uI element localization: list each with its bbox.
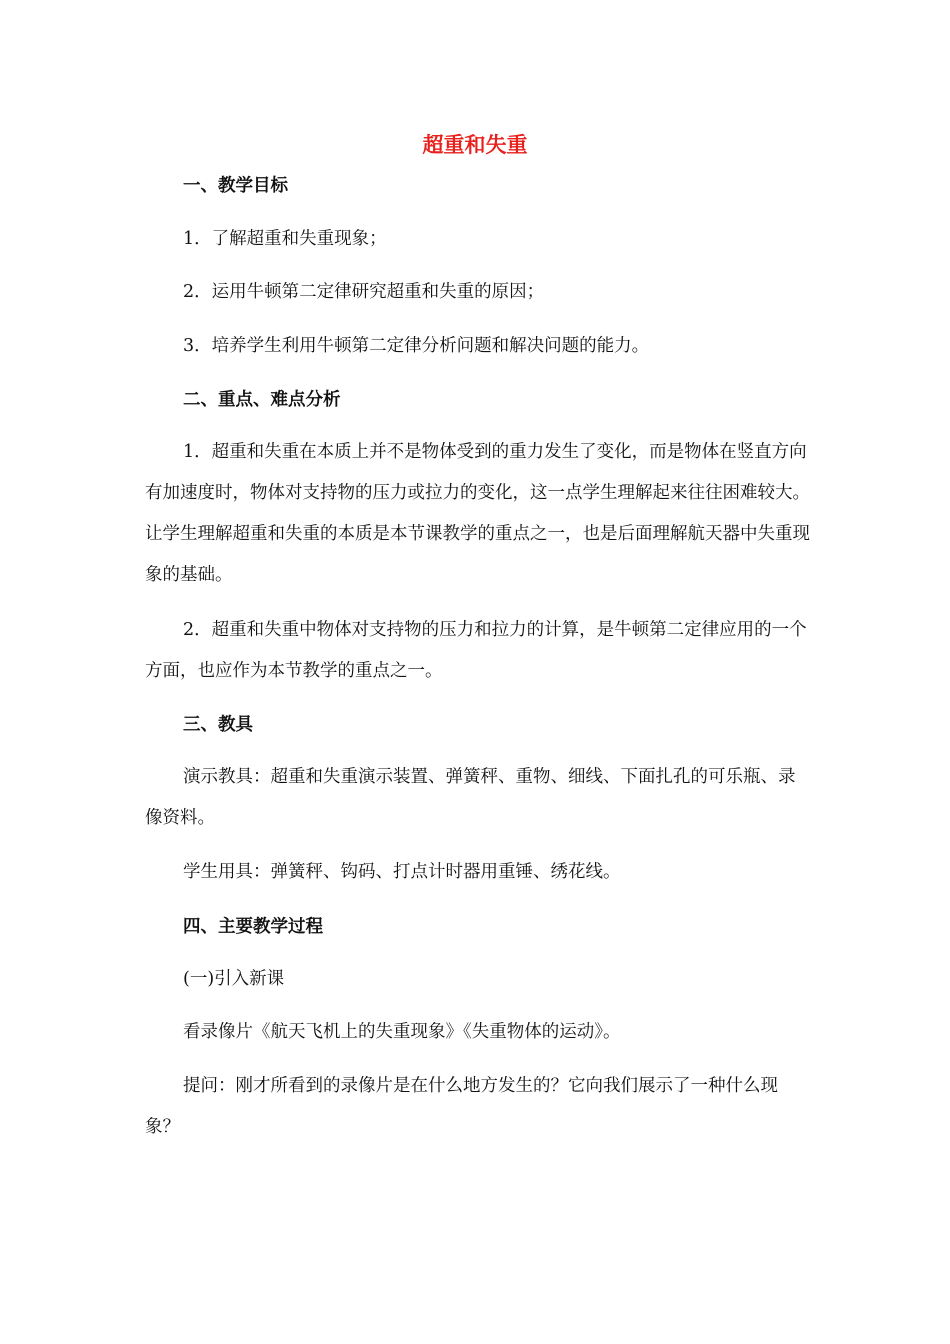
process-subheading-intro: (一)引入新课 xyxy=(183,969,285,989)
objective-item-3: 3．培养学生利用牛顿第二定律分析问题和解决问题的能力。 xyxy=(183,336,650,356)
objective-item-2: 2．运用牛顿第二定律研究超重和失重的原因； xyxy=(183,282,545,302)
process-paragraph-video: 看录像片《航天飞机上的失重现象》《失重物体的运动》。 xyxy=(183,1022,621,1042)
section-heading-teaching-process: 四、主要教学过程 xyxy=(183,917,323,937)
key-point-paragraph-1: 1．超重和失重在本质上并不是物体受到的重力发生了变化，而是物体在竖直方向有加速度时，物体对支持物的压力或拉力的变化，这一点学生理解起来往往困难较大。让学生理解超重和失重的本质是本节课教学的重点之一，也是后面理解航天器中失重现象的基础。 xyxy=(145,442,810,585)
teaching-aids-demo: 演示教具：超重和失重演示装置、弹簧秤、重物、细线、下面扎孔的可乐瓶、录像资料。 xyxy=(145,767,796,828)
teaching-aids-student: 学生用具：弹簧秤、钩码、打点计时器用重锤、绣花线。 xyxy=(183,862,621,882)
document-title: 超重和失重 xyxy=(422,132,528,157)
section-heading-key-points: 二、重点、难点分析 xyxy=(183,390,341,410)
objective-item-1: 1．了解超重和失重现象； xyxy=(183,229,387,249)
section-heading-objectives: 一、教学目标 xyxy=(183,176,288,196)
process-paragraph-question: 提问：刚才所看到的录像片是在什么地方发生的？它向我们展示了一种什么现象？ xyxy=(145,1076,778,1137)
key-point-paragraph-2: 2．超重和失重中物体对支持物的压力和拉力的计算，是牛顿第二定律应用的一个方面，也应作为本节教学的重点之一。 xyxy=(145,620,807,681)
section-heading-teaching-aids: 三、教具 xyxy=(183,715,253,735)
